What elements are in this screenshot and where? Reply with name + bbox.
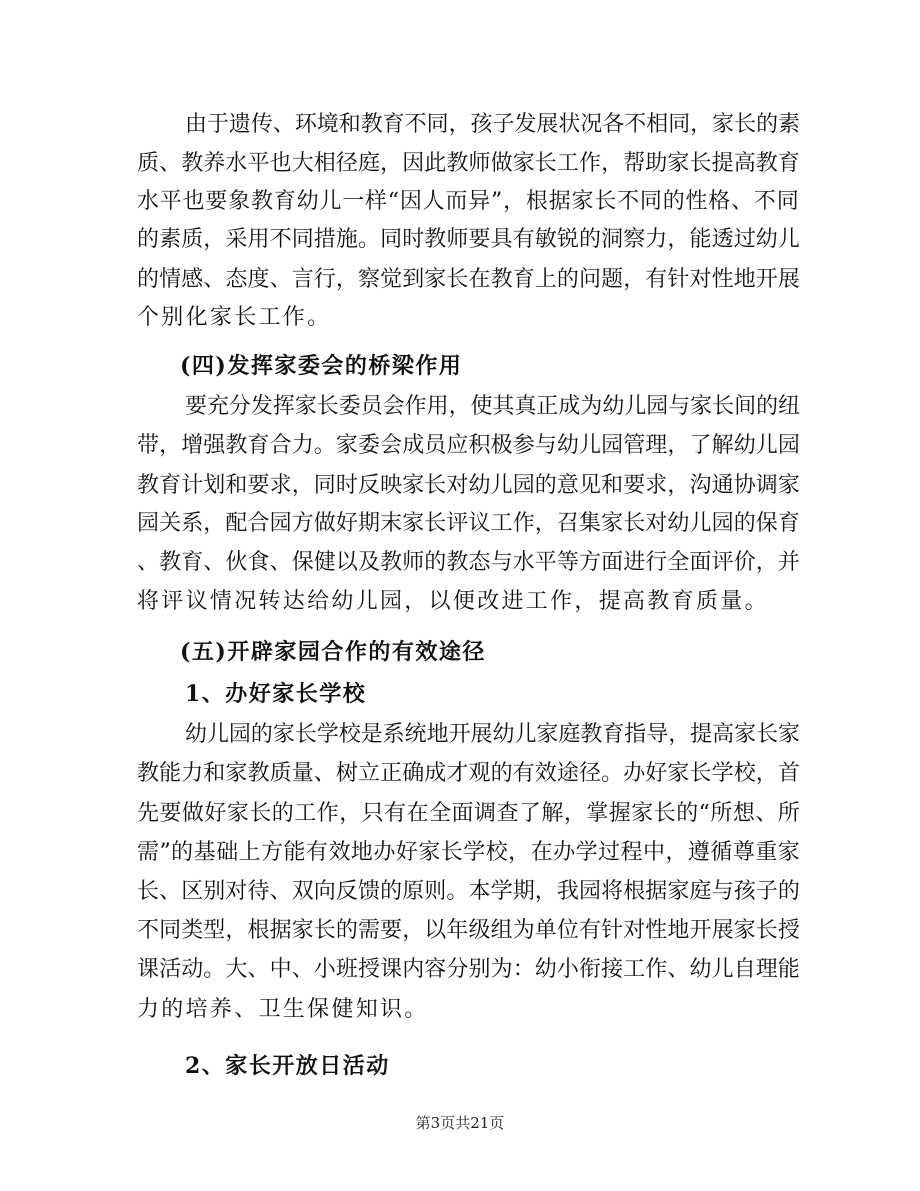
section-heading-5: (五)开辟家园合作的有效途径 [180,639,486,665]
paragraph-1-line-6: 个别化家长工作。 [137,305,332,330]
paragraph-2-line-2: 带，增强教育合力。家委会成员应积极参与幼儿园管理，了解幼儿园 [137,433,801,458]
paragraph-3-line-4: 需”的基础上方能有效地办好家长学校，在办学过程中，遵循尊重家 [137,840,801,865]
paragraph-3-line-5: 长、区别对待、双向反馈的原则。本学期，我园将根据家庭与孩子的 [137,879,801,904]
paragraph-2-line-5: 、教育、伙食、保健以及教师的教态与水平等方面进行全面评价，并 [137,550,801,575]
paragraph-1-line-5: 的情感、态度、言行，察觉到家长在教育上的问题，有针对性地开展 [137,267,801,292]
paragraph-3-line-1: 幼儿园的家长学校是系统地开展幼儿家庭教育指导，提高家长家 [185,722,801,747]
paragraph-1-line-2: 质、教养水平也大相径庭，因此教师做家长工作，帮助家长提高教育 [137,151,801,176]
paragraph-1-line-4: 的素质，采用不同措施。同时教师要具有敏锐的洞察力，能透过幼儿 [137,227,801,252]
page-number: 第3页共21页 [415,1114,505,1132]
paragraph-3-line-6: 不同类型，根据家长的需要，以年级组为单位有针对性地开展家长授 [137,918,801,943]
section-heading-4: (四)发挥家委会的桥梁作用 [180,353,463,379]
paragraph-3-line-2: 教能力和家教质量、树立正确成才观的有效途径。办好家长学校，首 [137,761,801,786]
paragraph-3-line-7: 课活动。大、中、小班授课内容分别为：幼小衔接工作、幼儿自理能 [137,957,801,982]
paragraph-1-line-1: 由于遗传、环境和教育不同，孩子发展状况各不相同，家长的素 [185,112,801,137]
paragraph-3-line-8: 力的培养、卫生保健知识。 [137,997,429,1022]
paragraph-2-line-3: 教育计划和要求，同时反映家长对幼儿园的意见和要求，沟通协调家 [137,473,801,498]
subheading-1: 1、办好家长学校 [185,681,367,707]
paragraph-2-line-1: 要充分发挥家长委员会作用，使其真正成为幼儿园与家长间的纽 [185,394,801,419]
paragraph-1-line-3: 水平也要象教育幼儿一样“因人而异”，根据家长不同的性格、不同 [137,189,800,214]
paragraph-3-line-3: 先要做好家长的工作，只有在全面调查了解，掌握家长的“所想、所 [137,801,801,826]
paragraph-2-line-4: 园关系，配合园方做好期末家长评议工作，召集家长对幼儿园的保育 [137,511,801,536]
paragraph-2-line-6: 将评议情况转达给幼儿园，以便改进工作，提高教育质量。 [137,589,769,614]
subheading-2: 2、家长开放日活动 [185,1053,390,1079]
